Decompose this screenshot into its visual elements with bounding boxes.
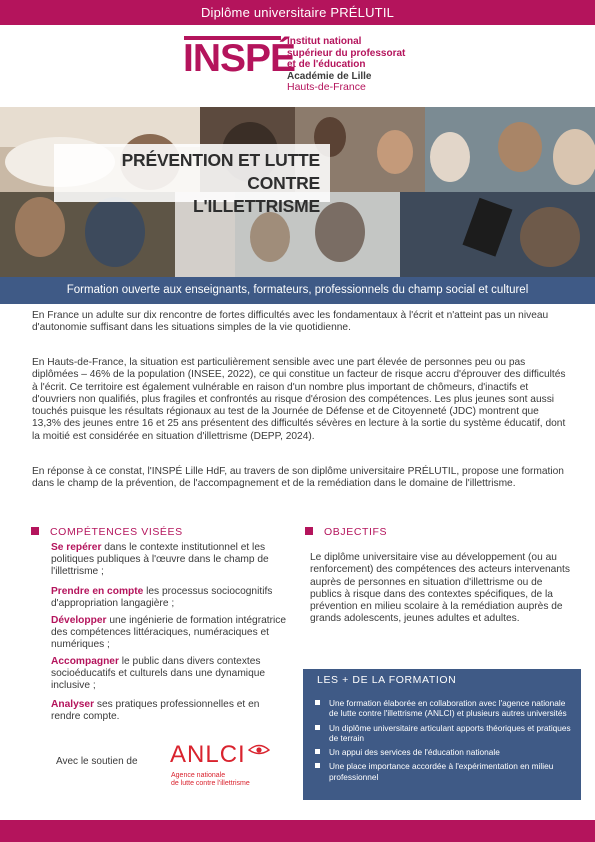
objectifs-heading-text: OBJECTIFS bbox=[324, 526, 388, 538]
logo-text bbox=[287, 36, 405, 94]
highlights-heading: LES + DE LA FORMATION bbox=[317, 674, 457, 686]
logo-wordmark: INSPÉ bbox=[183, 37, 296, 80]
competence-keyword: Accompagner bbox=[51, 656, 119, 667]
logo-academy: Académie de Lille bbox=[287, 70, 372, 82]
highlight-text: Une formation élaborée en collaboration avec l'agence nationale de lutte contre l'illettrisme (ANLCI) et plusieurs autres universités bbox=[329, 698, 567, 719]
logo-line-1: Institut national bbox=[287, 36, 362, 47]
audience-text: Formation ouverte aux enseignants, formateurs, professionnels du champ social et culturel bbox=[66, 284, 529, 296]
competences-heading bbox=[31, 526, 183, 538]
objectifs-heading bbox=[305, 526, 387, 538]
intro-paragraph-2: En Hauts-de-France, la situation est particulièrement sensible avec une part élevée de personnes peu ou pas diplômées – 46% de la population (INSEE, 2022), ce qui constitue un facteur de risque accru d'éprouver des difficultés à l'écrit. Ce territoire est également vulnérable en raison d'un nombre plus important de chômeurs, d'inactifs et d'ouvriers non qualifiés, plus fragiles et confrontés au risque d'érosion des compétences. Les plus jeunes sont aussi touchés puisque les résultats régionaux au test de la Journée de Défense et de Citoyenneté (JDC) montrent que 13,3% des jeunes entre 16 et 25 ans présentent des difficultés sévères en lecture à la sortie du système éducatif, dont la moitié est considérée en situation d'illettrisme (DEPP, 2024). bbox=[32, 357, 566, 442]
competence-text: ses pratiques professionnelles et en rendre compte. bbox=[51, 699, 260, 723]
highlight-item bbox=[315, 723, 573, 744]
highlight-text: Un diplôme universitaire articulant apports théoriques et pratiques de terrain bbox=[329, 722, 571, 743]
highlight-item bbox=[315, 747, 573, 757]
bullet-icon bbox=[315, 700, 320, 705]
eye-icon bbox=[248, 743, 270, 757]
competence-item bbox=[51, 656, 291, 693]
competence-keyword: Se repérer bbox=[51, 542, 102, 553]
bullet-icon bbox=[315, 763, 320, 768]
anlci-wordmark: ANLCI bbox=[170, 741, 246, 768]
competence-text: dans le contexte institutionnel et les politiques publiques à l'œuvre dans le champ de l'illettrisme ; bbox=[51, 542, 269, 578]
highlights-list bbox=[315, 698, 573, 786]
competence-keyword: Analyser bbox=[51, 699, 95, 710]
anlci-subtitle bbox=[171, 772, 250, 788]
competence-text: le public dans divers contextes socioéducatifs et culturels dans une dynamique inclusive ; bbox=[51, 656, 266, 692]
competence-item bbox=[51, 586, 291, 610]
anlci-logo bbox=[170, 741, 270, 796]
competences-heading-text: COMPÉTENCES VISÉES bbox=[50, 526, 183, 538]
competence-text: les processus sociocognitifs d'appropriation langagière ; bbox=[51, 586, 273, 610]
competence-text: une ingénierie de formation intégratrice des compétences littéraciques, numéraciques et numériques ; bbox=[51, 615, 287, 651]
intro-paragraph-3: En réponse à ce constat, l'INSPÉ Lille HdF, au travers de son diplôme universitaire PRÉLUTIL, propose une formation dans le champ de la prévention, de l'accompagnement et de la remédiation dans le domaine de l'illettrisme. bbox=[32, 466, 564, 490]
competence-keyword: Prendre en compte bbox=[51, 586, 144, 597]
title-line-1: PRÉVENTION ET LUTTE CONTRE bbox=[121, 150, 320, 193]
section-marker bbox=[31, 527, 39, 535]
competence-item bbox=[51, 542, 291, 579]
highlight-text: Un appui des services de l'éducation nationale bbox=[329, 747, 500, 758]
footer-bar bbox=[0, 820, 595, 842]
title-line-2: L'ILLETTRISME bbox=[193, 196, 320, 216]
highlight-item bbox=[315, 698, 573, 719]
section-marker bbox=[305, 527, 313, 535]
formation-highlights-box bbox=[303, 669, 581, 800]
anlci-subtitle-line-1: Agence nationale bbox=[171, 772, 226, 779]
anlci-subtitle-line-2: de lutte contre l'illettrisme bbox=[171, 780, 250, 787]
intro-paragraph-1: En France un adulte sur dix rencontre de fortes difficultés avec les fondamentaux à l'écrit et n'atteint pas un niveau d'autonomie suffisant dans les situations simples de la vie quotidienne. bbox=[32, 310, 549, 334]
photo-collage bbox=[0, 107, 595, 277]
logo-line-2: supérieur du professorat bbox=[287, 47, 406, 59]
title-panel bbox=[54, 144, 330, 216]
logo-region: Hauts-de-France bbox=[287, 81, 366, 93]
competence-item bbox=[51, 699, 291, 723]
program-banner bbox=[0, 0, 595, 25]
objectifs-text: Le diplôme universitaire vise au développement (ou au renforcement) des compétences des acteurs intervenants auprès de personnes en situation d'illettrisme ou de publics à risque dans des contextes spécifiques, de la prévention en milieu scolaire à la remédiation auprès de grands adolescents, jeunes adultes et adultes. bbox=[310, 552, 570, 625]
support-label: Avec le soutien de bbox=[56, 756, 138, 767]
logo-line-3: et de l'éducation bbox=[287, 59, 366, 70]
program-title: Diplôme universitaire PRÉLUTIL bbox=[200, 5, 395, 20]
bullet-icon bbox=[315, 725, 320, 730]
highlight-item bbox=[315, 761, 573, 782]
bullet-icon bbox=[315, 749, 320, 754]
page-title bbox=[54, 149, 320, 218]
competence-item bbox=[51, 615, 291, 652]
audience-banner bbox=[0, 277, 595, 304]
highlight-text: Une place importance accordée à l'expérimentation en milieu professionnel bbox=[329, 761, 554, 782]
competence-keyword: Développer bbox=[51, 615, 107, 626]
inspe-logo bbox=[183, 35, 428, 95]
